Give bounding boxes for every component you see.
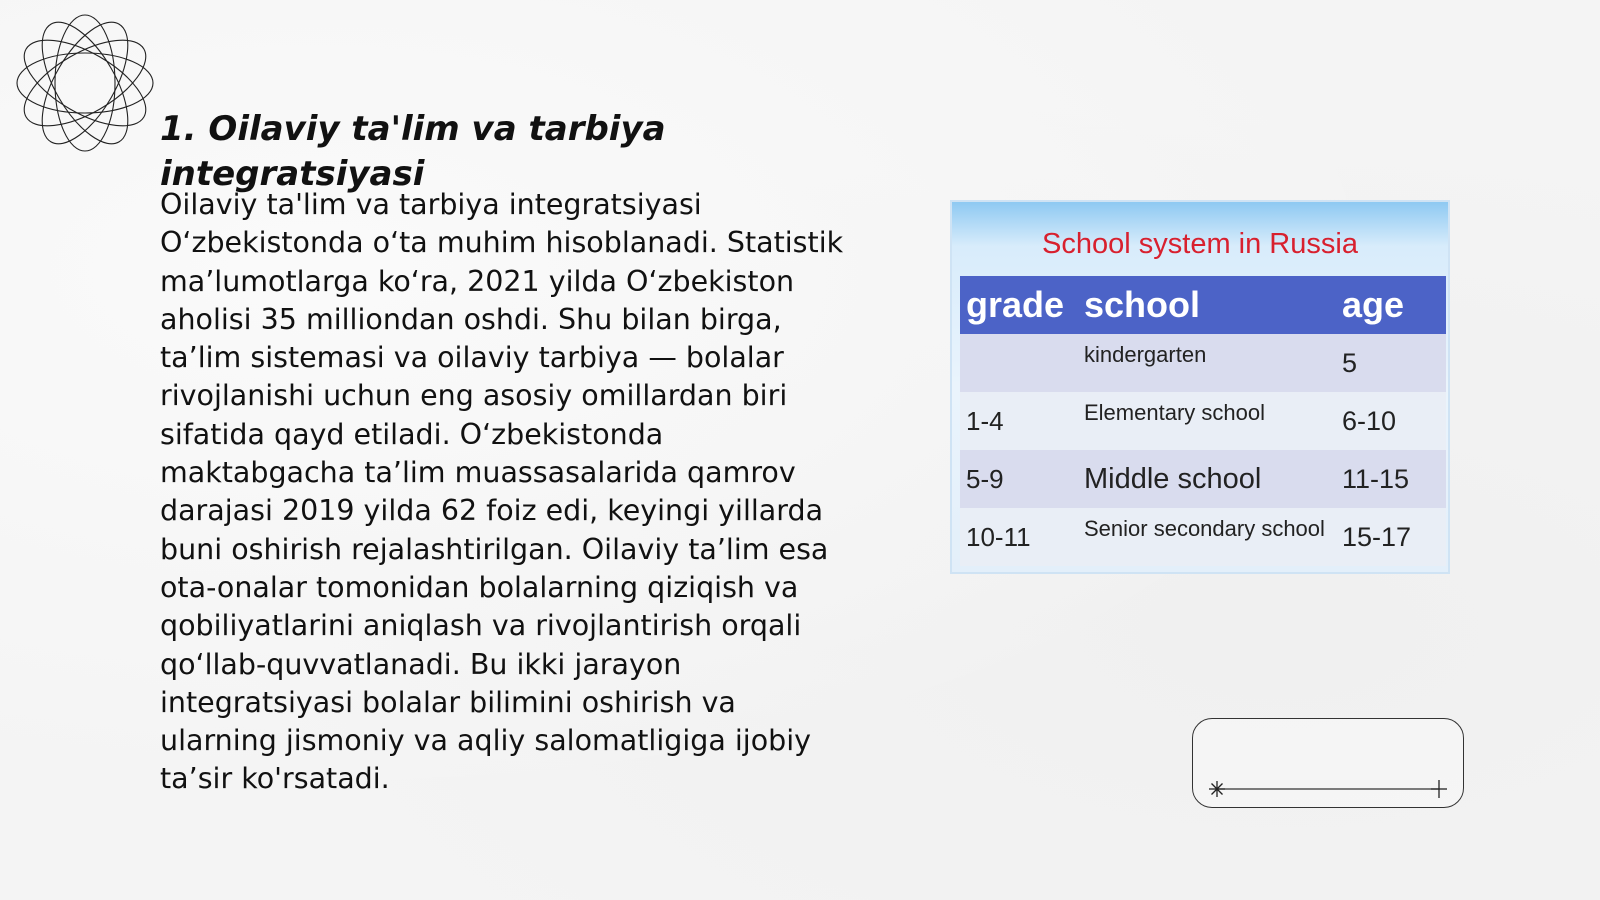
header-school: school xyxy=(1078,276,1336,334)
header-age: age xyxy=(1336,276,1446,334)
cell-grade xyxy=(960,334,1078,392)
slide-title: 1. Oilaviy ta'lim va tarbiya integratsiyasi xyxy=(160,109,666,194)
spirograph-ornament-icon xyxy=(10,8,160,158)
cell-school-text: Elementary school xyxy=(1084,400,1265,425)
plus-icon xyxy=(1431,780,1447,798)
cell-age: 11-15 xyxy=(1336,450,1446,508)
cell-school-text: Senior secondary school xyxy=(1084,516,1325,541)
school-system-table xyxy=(960,276,1446,566)
cell-school xyxy=(1078,508,1336,566)
cell-age: 5 xyxy=(1336,334,1446,392)
table-row xyxy=(960,334,1446,392)
school-system-image xyxy=(950,200,1450,574)
cell-age: 6-10 xyxy=(1336,392,1446,450)
cell-school xyxy=(1078,334,1336,392)
cell-grade: 1-4 xyxy=(960,392,1078,450)
cell-school xyxy=(1078,392,1336,450)
cell-grade: 10-11 xyxy=(960,508,1078,566)
header-grade: grade xyxy=(960,276,1078,334)
cell-age: 15-17 xyxy=(1336,508,1446,566)
cell-school: Middle school xyxy=(1078,450,1336,508)
table-row xyxy=(960,392,1446,450)
cell-grade: 5-9 xyxy=(960,450,1078,508)
school-table-title: School system in Russia xyxy=(1042,228,1358,260)
table-row xyxy=(960,508,1446,566)
table-row xyxy=(960,450,1446,508)
slide-body-paragraph: Oilaviy ta'lim va tarbiya integratsiyasi O‘zbekistonda o‘ta muhim hisoblanadi. Statistik ma’lumotlarga ko‘ra, 2021 yilda O‘zbekiston aholisi 35 milliondan oshdi. Shu bilan birga, ta’lim sistemasi va oilaviy tarbiya — bolalar rivojlanishi uchun eng asosiy omillardan biri sifatida qayd etiladi. O‘zbekistonda maktabgacha ta’lim muassasalarida qamrov darajasi 2019 yilda 62 foiz edi, keyingi yillarda buni oshirish rejalashtirilgan. Oilaviy ta’lim esa ota-onalar tomonidan bolalarning qiziqish va qobiliyatlarini aniqlash va rivojlantirish orqali qo‘llab-quvvatlanadi. Bu ikki jarayon integratsiyasi bolalar bilimini oshirish va ularning jismoniy va aqliy salomatligiga ijobiy ta’sir ko'rsatadi. xyxy=(160,188,844,796)
slider-line xyxy=(1193,719,1465,809)
decorative-rounded-box xyxy=(1192,718,1464,808)
cell-school-text: kindergarten xyxy=(1084,342,1207,367)
sparkle-icon xyxy=(1209,781,1225,797)
table-header-row xyxy=(960,276,1446,334)
